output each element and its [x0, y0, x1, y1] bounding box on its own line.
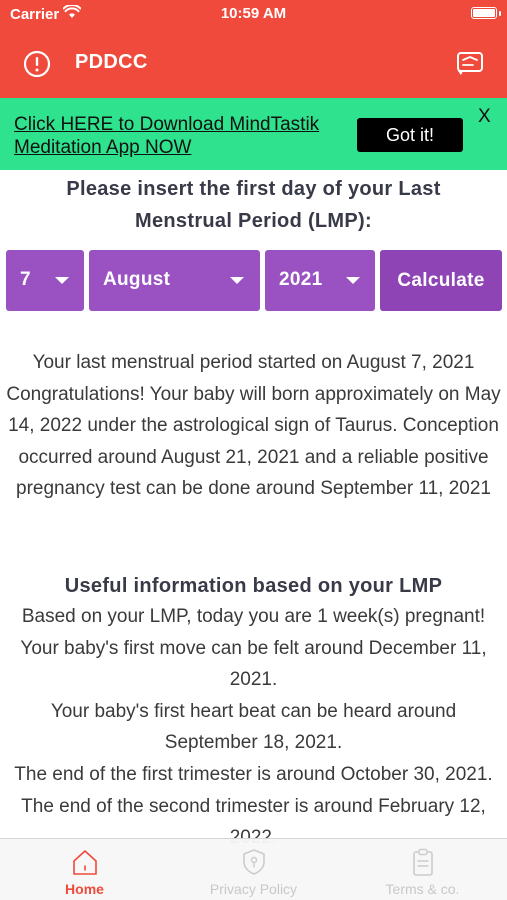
battery-nub: [499, 11, 501, 16]
useful-line: Based on your LMP, today you are 1 week(s) pregnant!: [21, 606, 486, 627]
banner-close-button[interactable]: X: [478, 106, 491, 127]
clipboard-icon: [408, 847, 438, 877]
battery-icon: [471, 7, 497, 19]
year-value: 2021: [279, 269, 323, 290]
day-select[interactable]: [6, 250, 84, 311]
tab-privacy-label: Privacy Policy: [209, 881, 298, 897]
month-select[interactable]: [89, 250, 260, 311]
message-icon[interactable]: [455, 49, 485, 77]
lmp-prompt: Please insert the first day of your Last Menstrual Period (LMP):: [66, 178, 441, 232]
tab-terms-label: Terms & co.: [385, 881, 460, 897]
tab-privacy-policy[interactable]: [169, 839, 338, 900]
carrier-label: Carrier: [10, 6, 60, 23]
useful-line: The end of the second trimester is around February 12,: [21, 795, 486, 817]
useful-info-list: [2, 601, 505, 854]
useful-line: Your baby's first move can be felt around December 11, 2021.: [20, 637, 487, 691]
useful-info-title: Useful information based on your LMP: [64, 575, 443, 597]
shield-icon: [239, 847, 269, 877]
calculate-button[interactable]: Calculate: [380, 250, 502, 311]
clock: 10:59 AM: [220, 5, 287, 22]
app-header: [0, 0, 507, 98]
chevron-down-icon: [346, 277, 360, 284]
page-title: PDDCC: [75, 51, 148, 73]
tab-bar: [0, 838, 507, 900]
tab-home-label: Home: [65, 881, 104, 897]
day-value: 7: [20, 269, 31, 290]
month-value: August: [103, 269, 171, 290]
tab-home[interactable]: [0, 839, 169, 900]
chevron-down-icon: [230, 277, 244, 284]
chevron-down-icon: [55, 277, 69, 284]
got-it-button[interactable]: Got it!: [357, 118, 463, 152]
useful-line: Your baby's first heart beat can be heard around September 18, 2021.: [50, 700, 457, 754]
download-app-link[interactable]: Click HERE to Download MindTastik Meditation App NOW: [14, 114, 320, 158]
home-icon: [70, 847, 100, 877]
alert-circle-icon[interactable]: [23, 50, 51, 78]
result-paragraph: Your last menstrual period started on August 7, 2021 Congratulations! Your baby will born approximately on May 14, 2022 under the astrological sign of Taurus. Conception occurred around August 21, 2021 and a reliable positive pregnancy test can be done around September 11, 2021: [6, 352, 501, 500]
tab-terms[interactable]: [338, 839, 507, 900]
useful-line: The end of the first trimester is around October 30, 2021.: [14, 763, 493, 785]
year-select[interactable]: [265, 250, 375, 311]
status-bar: [0, 0, 507, 28]
